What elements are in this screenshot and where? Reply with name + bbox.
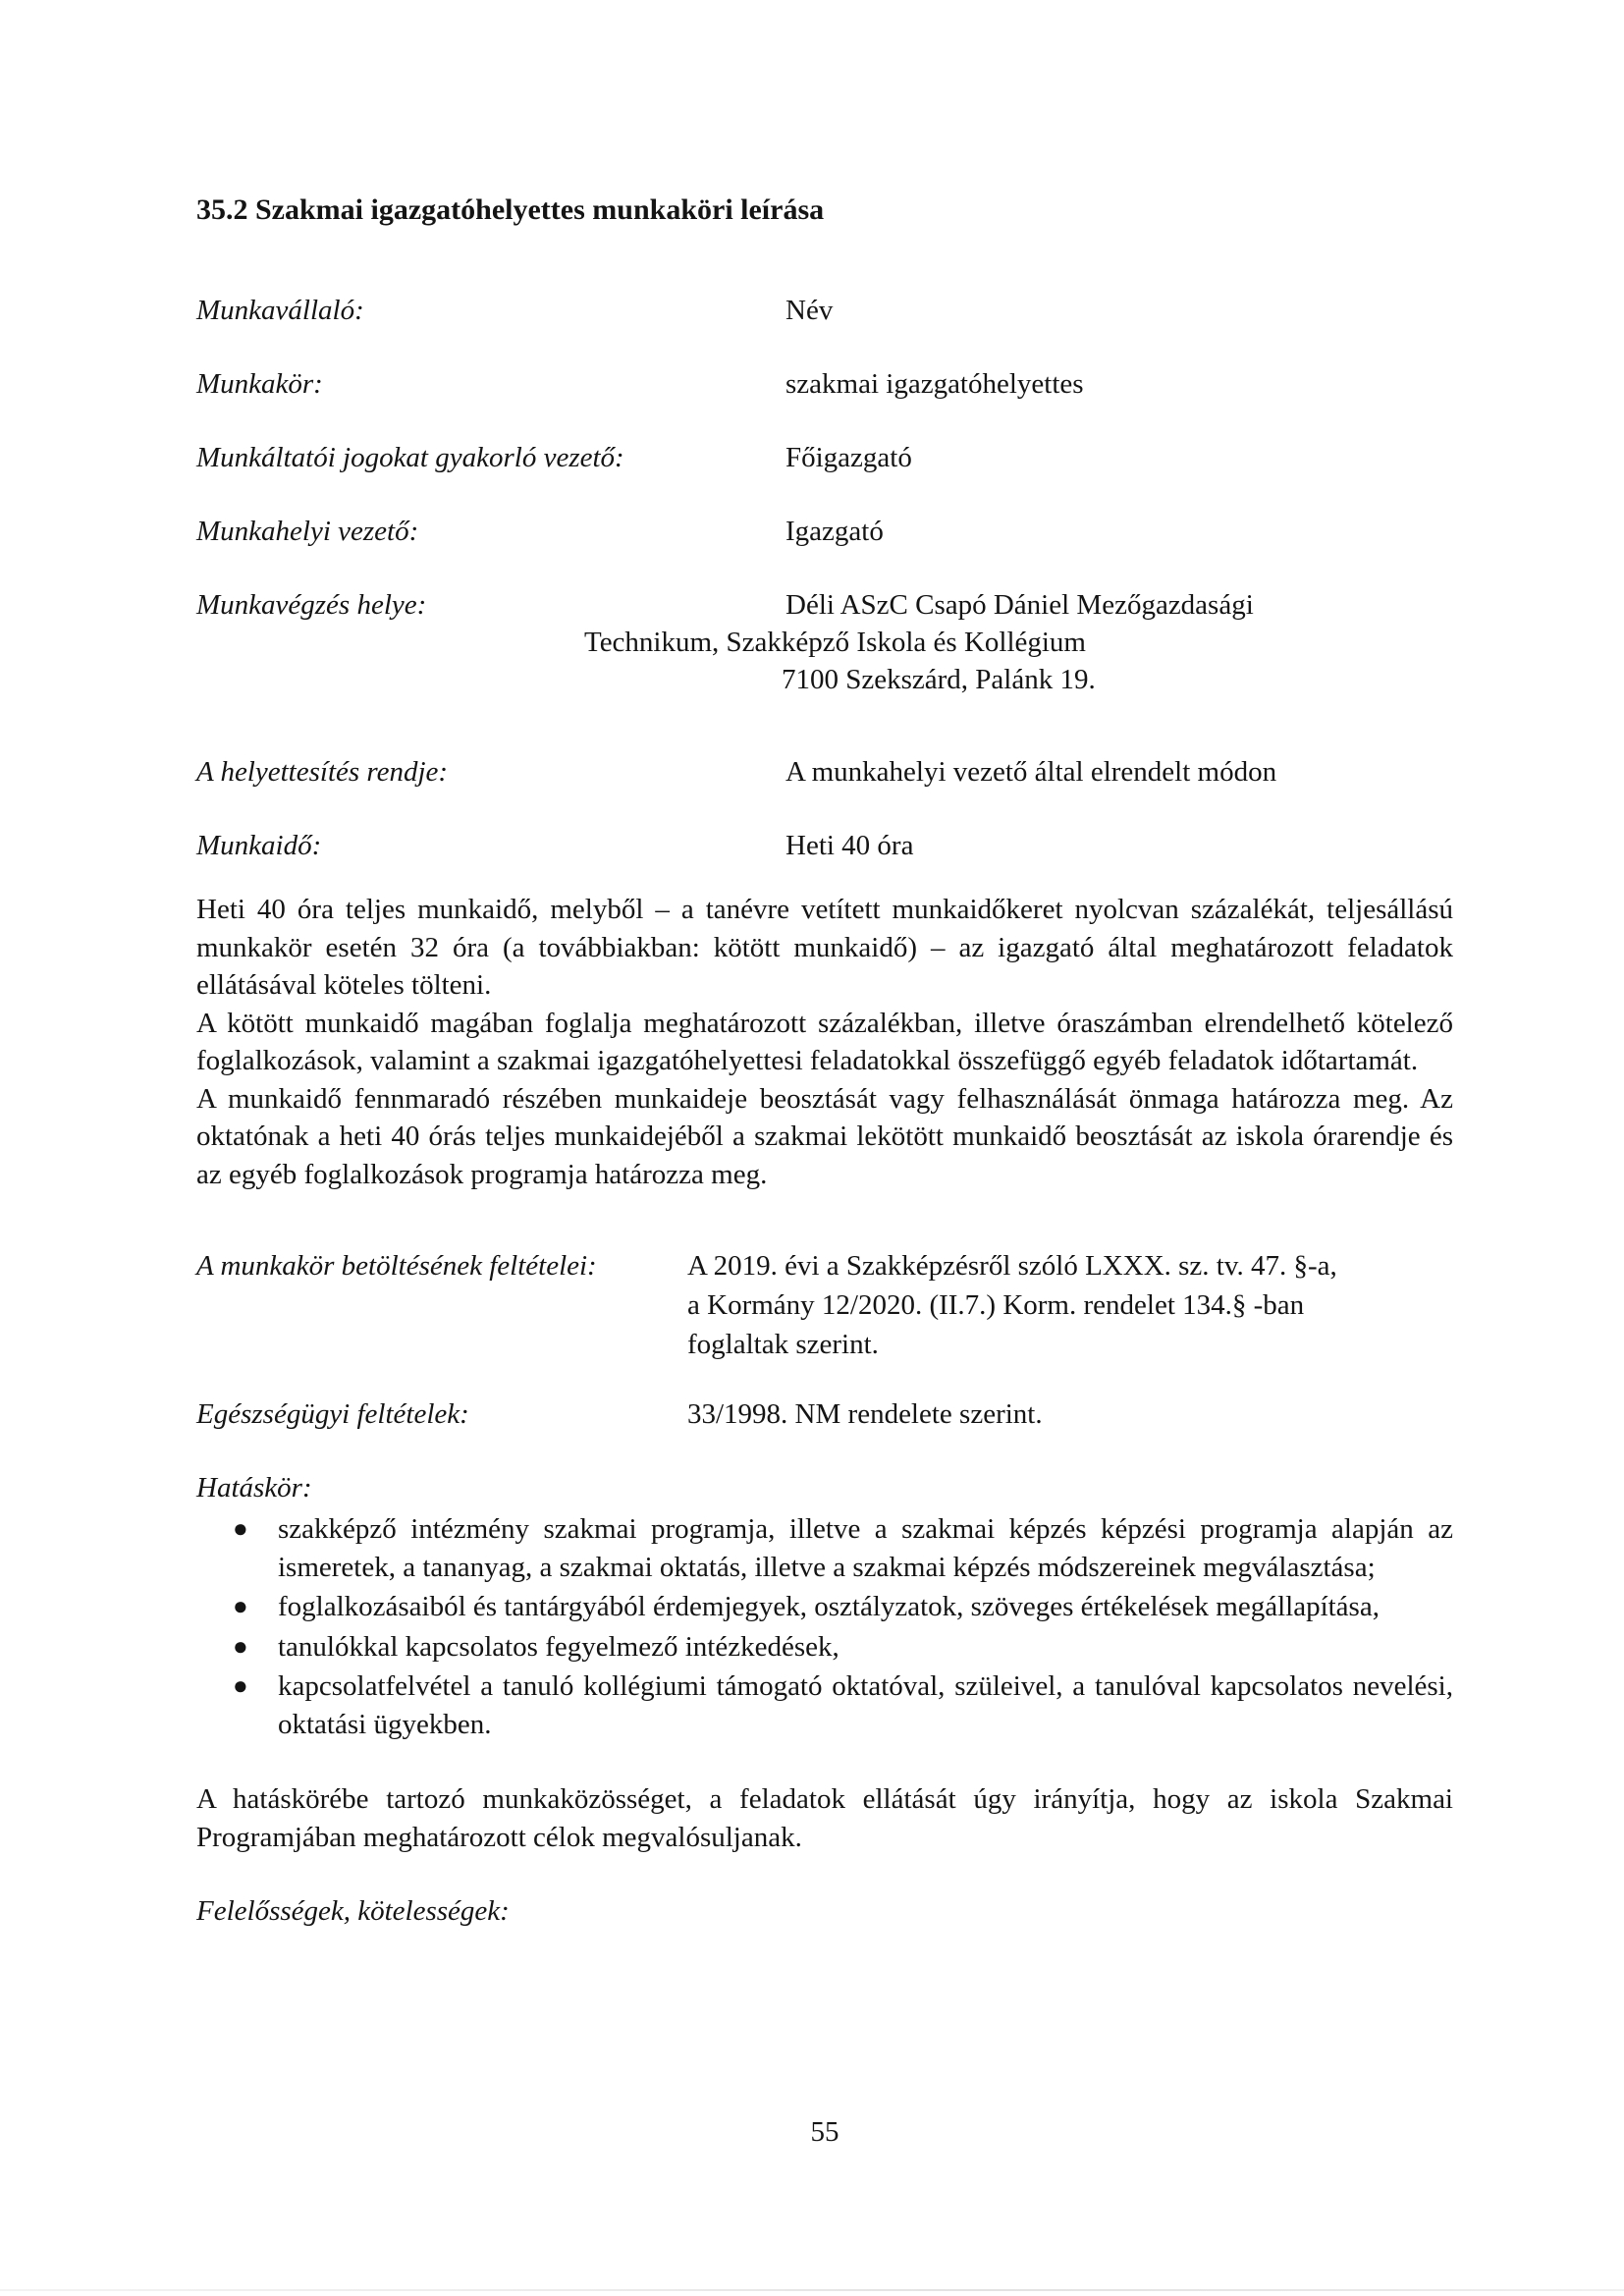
page-title: 35.2 Szakmai igazgatóhelyettes munkaköri leírása: [196, 193, 825, 226]
field-row-working-hours: [196, 827, 1453, 864]
authority-item-text: kapcsolatfelvétel a tanuló kollégiumi támogató oktatóval, szüleivel, a tanulóval kapcsolatos nevelési, oktatási ügyekben.: [278, 1670, 1453, 1740]
field-value-employee: Név: [785, 295, 834, 326]
job-requirements-line-3: foglaltak szerint.: [687, 1329, 879, 1360]
field-value-job: szakmai igazgatóhelyettes: [785, 368, 1084, 400]
authority-list: [196, 1510, 1453, 1743]
field-value-work-location: [584, 586, 1453, 698]
work-location-line-3: 7100 Szekszárd, Palánk 19.: [782, 664, 1096, 695]
paragraph-working-time-3: A munkaidő fennmaradó részében munkaideje beosztását vagy felhasználását önmaga határozza meg. Az oktatónak a heti 40 órás teljes munkaidejéből a szakmai lekötött munkaidő beosztását az iskola órarendje és az egyéb foglalkozások programja határozza meg.: [196, 1082, 1453, 1190]
field-row-substitution-order: [196, 753, 1453, 791]
authority-list-item: [196, 1588, 1453, 1626]
work-location-line-1: Déli ASzC Csapó Dániel Mezőgazdasági: [785, 589, 1254, 621]
field-row-work-location: [196, 586, 1453, 698]
field-label-job: Munkakör:: [196, 368, 323, 400]
bullet-icon: ●: [233, 1514, 248, 1543]
field-value-working-hours: Heti 40 óra: [785, 830, 914, 861]
field-value-employer-rights-leader: Főigazgató: [785, 442, 912, 473]
field-label-employer-rights-leader: Munkáltatói jogokat gyakorló vezető:: [196, 442, 624, 473]
authority-item-text: tanulókkal kapcsolatos fegyelmező intézkedések,: [278, 1630, 839, 1663]
bottom-scan-line: [0, 2289, 1624, 2291]
field-row-employee: [196, 292, 1453, 329]
job-requirements-line-2: a Kormány 12/2020. (II.7.) Korm. rendelet 134.§ -ban: [687, 1289, 1305, 1321]
bullet-icon: ●: [233, 1631, 248, 1661]
authority-list-item: [196, 1628, 1453, 1667]
field-row-job: [196, 365, 1453, 403]
field-row-employer-rights-leader: [196, 439, 1453, 476]
bullet-icon: ●: [233, 1671, 248, 1700]
authority-item-text: szakképző intézmény szakmai programja, illetve a szakmai képzés képzési programja alapján az ismeretek, a tananyag, a szakmai oktatás, illetve a szakmai képzés módszereinek megválasztása;: [278, 1513, 1453, 1583]
field-label-employee: Munkavállaló:: [196, 295, 364, 326]
responsibilities-heading: Felelősségek, kötelességek:: [196, 1895, 510, 1927]
paragraph-working-time-2: A kötött munkaidő magában foglalja meghatározott százalékban, illetve óraszámban elrendelhető kötelező foglalkozások, valamint a szakmai igazgatóhelyettesi feladatokkal összefüggő egyéb feladatok időtartamát.: [196, 1007, 1453, 1076]
authority-item-text: foglalkozásaiból és tantárgyából érdemjegyek, osztályzatok, szöveges értékelések megállapítása,: [278, 1591, 1380, 1622]
field-label-working-hours: Munkaidő:: [196, 830, 322, 861]
field-label-health-conditions: Egészségügyi feltételek:: [196, 1398, 469, 1430]
job-requirements-line-1: A 2019. évi a Szakképzésről szóló LXXX. sz. tv. 47. §-a,: [687, 1250, 1337, 1282]
field-row-health-conditions: [196, 1395, 1453, 1433]
authority-list-item: [196, 1510, 1453, 1586]
field-row-job-requirements: [196, 1246, 1453, 1364]
field-label-work-location: Munkavégzés helye:: [196, 589, 427, 621]
closing-paragraph: A hatáskörébe tartozó munkaközösséget, a feladatok ellátását úgy irányítja, hogy az iskola Szakmai Programjában meghatározott célok megvalósuljanak.: [196, 1783, 1453, 1853]
paragraph-working-time-1: Heti 40 óra teljes munkaidő, melyből – a tanévre vetített munkaidőkeret nyolcvan százalékát, teljesállású munkakör esetén 32 óra (a továbbiakban: kötött munkaidő) – az igazgató által meghatározott feladatok ellátásával köteles tölteni.: [196, 894, 1453, 1001]
authority-list-item: [196, 1667, 1453, 1743]
page-number: 55: [810, 2116, 839, 2148]
working-time-paragraphs: [196, 891, 1453, 1193]
field-value-job-requirements: [687, 1246, 1453, 1364]
field-value-workplace-leader: Igazgató: [785, 516, 884, 547]
field-label-substitution-order: A helyettesítés rendje:: [196, 756, 449, 788]
bullet-icon: ●: [233, 1592, 248, 1620]
field-value-health-conditions: 33/1998. NM rendelete szerint.: [687, 1398, 1043, 1430]
field-label-job-requirements: A munkakör betöltésének feltételei:: [196, 1250, 597, 1282]
field-label-workplace-leader: Munkahelyi vezető:: [196, 516, 419, 547]
field-row-workplace-leader: [196, 513, 1453, 550]
authority-heading: Hatáskör:: [196, 1472, 312, 1503]
work-location-line-2: Technikum, Szakképző Iskola és Kollégium: [584, 627, 1086, 658]
field-value-substitution-order: A munkahelyi vezető által elrendelt módon: [785, 756, 1277, 788]
